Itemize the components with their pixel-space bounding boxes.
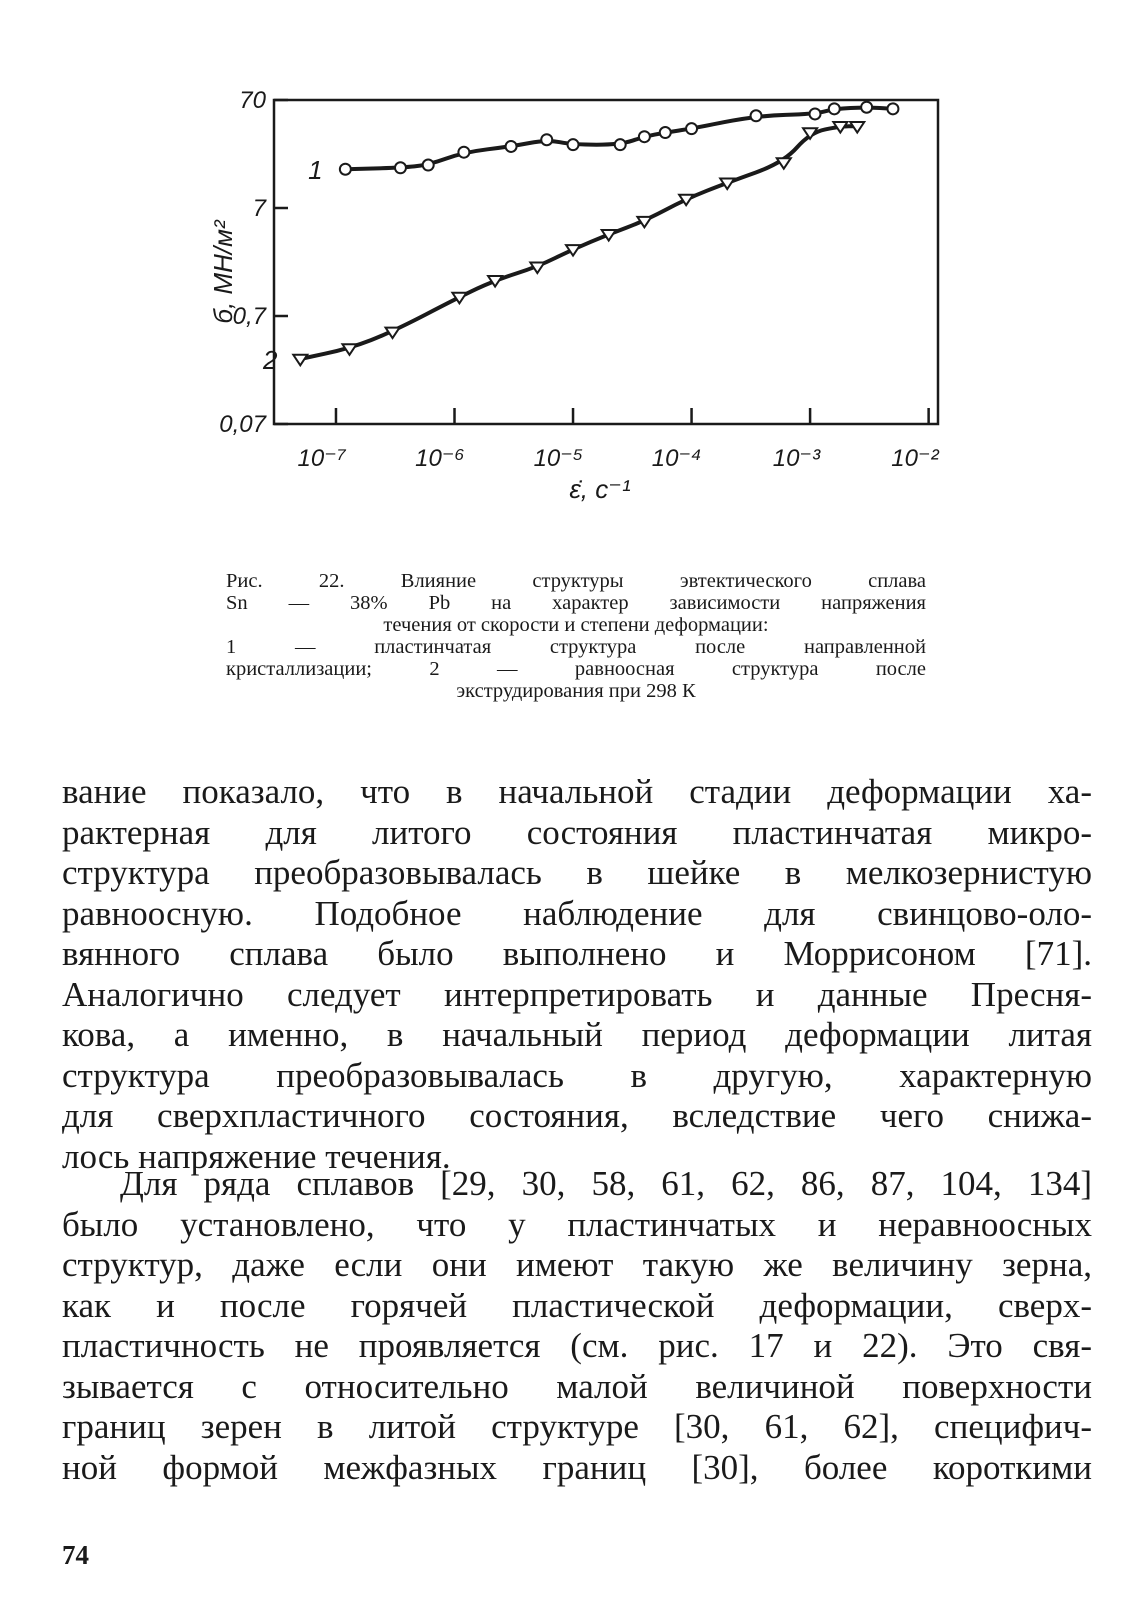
- data-point-series-1: [423, 160, 434, 171]
- caption-line: кристаллизации; 2 — равноосная структура после: [226, 658, 926, 680]
- text-line: зывается с относительно малой величиной поверхности: [62, 1366, 1092, 1406]
- data-point-series-1: [506, 141, 517, 152]
- text-line: рактерная для литого состояния пластинчатая микро-: [62, 812, 1092, 852]
- data-point-series-1: [809, 108, 820, 119]
- y-tick-label: 70: [239, 87, 266, 114]
- text-line: кова, а именно, в начальный период деформации литая: [62, 1015, 1092, 1054]
- data-point-series-1: [861, 102, 872, 113]
- data-point-series-1: [686, 123, 697, 134]
- figure-chart: [0, 0, 1146, 560]
- series-label-2: 2: [263, 344, 278, 375]
- data-point-series-1: [541, 134, 552, 145]
- text-line: равноосную. Подобное наблюдение для свинцово-оло-: [62, 893, 1092, 933]
- text-line: Аналогично следует интерпретировать и данные Пресня-: [62, 974, 1092, 1014]
- data-point-series-2: [293, 355, 307, 366]
- caption-line: экструдирования при 298 К: [456, 680, 696, 702]
- figure-caption: [226, 570, 926, 702]
- text-line: для сверхпластичного состояния, вследствие чего снижа-: [62, 1096, 1092, 1135]
- data-point-series-1: [458, 147, 469, 158]
- y-axis-label: б, МН/м²: [208, 220, 238, 324]
- x-tick-label: 10⁻⁷: [297, 445, 346, 472]
- x-tick-label: 10⁻²: [891, 445, 939, 472]
- caption-line: 1 — пластинчатая структура после направленной: [226, 636, 926, 658]
- x-tick-label: 10⁻⁵: [533, 445, 584, 472]
- text-line: вянного сплава было выполнено и Моррисоном [71].: [62, 934, 1092, 973]
- y-tick-label: 7: [252, 195, 266, 222]
- plot-frame: [274, 100, 938, 424]
- y-tick-label: 0,07: [219, 411, 266, 438]
- data-point-series-1: [829, 103, 840, 114]
- data-point-series-1: [615, 139, 626, 150]
- body-paragraph-2: [62, 1164, 1092, 1488]
- data-point-series-1: [639, 131, 650, 142]
- text-line: структура преобразовывалась в шейке в мелкозернистую: [62, 853, 1092, 892]
- text-line: пластичность не проявляется (см. рис. 17 и 22). Это свя-: [62, 1326, 1092, 1365]
- x-tick-label: 10⁻⁶: [415, 445, 465, 472]
- text-line: как и после горячей пластической деформации, сверх-: [62, 1285, 1092, 1325]
- data-point-series-1: [568, 139, 579, 150]
- series-line-2: [300, 126, 857, 359]
- text-line: было установлено, что у пластинчатых и неравноосных: [62, 1204, 1092, 1244]
- text-line: структур, даже если они имеют такую же величину зерна,: [62, 1245, 1092, 1284]
- text-line: вание показало, что в начальной стадии деформации ха-: [62, 772, 1092, 811]
- caption-line: Рис. 22. Влияние структуры эвтектического сплава: [226, 570, 926, 592]
- x-axis-label: ε̇, c⁻¹: [569, 474, 631, 504]
- data-point-series-1: [395, 162, 406, 173]
- x-tick-label: 10⁻³: [772, 445, 821, 472]
- caption-line: Sn — 38% Pb на характер зависимости напряжения: [226, 592, 926, 614]
- text-line: ной формой межфазных границ [30], более короткими: [62, 1447, 1092, 1487]
- text-line: Для ряда сплавов [29, 30, 58, 61, 62, 86, 87, 104, 134]: [120, 1164, 1092, 1203]
- data-point-series-1: [751, 110, 762, 121]
- series-label-1: 1: [308, 155, 323, 186]
- data-point-series-1: [660, 127, 671, 138]
- data-point-series-1: [887, 103, 898, 114]
- body-paragraph-1: [62, 772, 1092, 1177]
- text-line: лось напряжение течения.: [62, 1136, 451, 1176]
- text-line: структура преобразовывалась в другую, характерную: [62, 1055, 1092, 1095]
- caption-line: течения от скорости и степени деформации:: [383, 614, 769, 636]
- page-number: 74: [62, 1540, 89, 1570]
- x-tick-label: 10⁻⁴: [651, 445, 702, 472]
- y-tick-label: 0,7: [232, 303, 266, 330]
- data-point-series-1: [340, 164, 351, 175]
- text-line: границ зерен в литой структуре [30, 61, 62], специфич-: [62, 1407, 1092, 1446]
